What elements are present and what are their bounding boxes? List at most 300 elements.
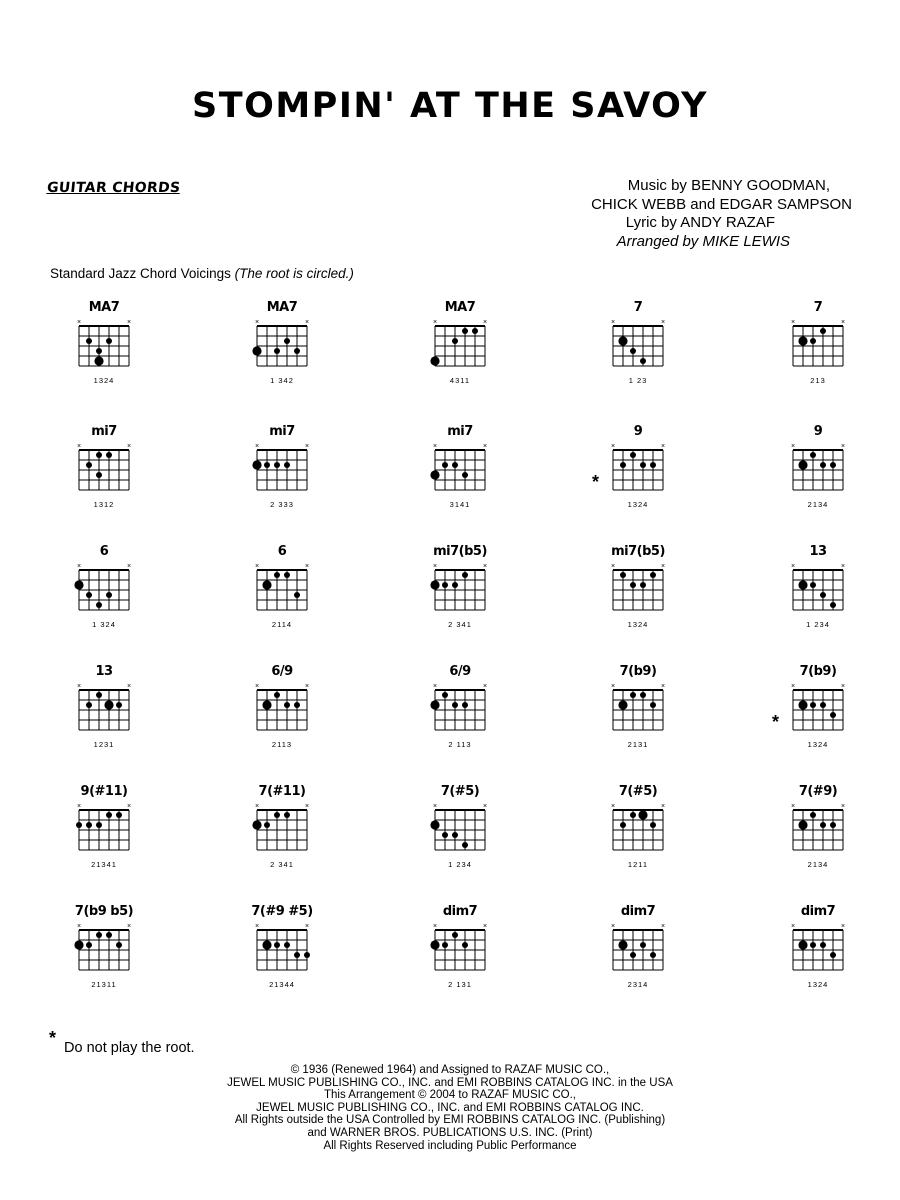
mute-marker: ×: [790, 803, 796, 810]
finger-dot: [820, 328, 826, 334]
credit-arranger-line: Arranged by MIKE LEWIS: [616, 232, 790, 250]
mute-marker: ×: [660, 443, 666, 450]
section-label: GUITAR CHORDS: [46, 180, 182, 196]
finger-dot: [820, 822, 826, 828]
chord-diagram: [72, 544, 152, 644]
intro-line: [50, 266, 354, 281]
finger-dot: [96, 452, 102, 458]
chord-diagram: [786, 784, 866, 884]
mute-marker: ×: [840, 923, 846, 930]
mute-marker: ×: [76, 443, 82, 450]
chord-name: 7(#9 #5): [251, 904, 313, 919]
mute-marker: ×: [432, 319, 438, 326]
mute-marker: ×: [126, 443, 132, 450]
intro-note: (The root is circled.): [234, 266, 354, 281]
finger-dot: [442, 942, 448, 948]
chord-name: MA7: [266, 300, 298, 315]
finger-dot: [640, 942, 646, 948]
mute-marker: ×: [432, 683, 438, 690]
mute-marker: ×: [840, 803, 846, 810]
mute-marker: ×: [660, 923, 666, 930]
finger-dot: [304, 952, 310, 958]
mute-marker: ×: [482, 563, 488, 570]
chord-fretboard: [428, 682, 492, 740]
finger-dot: [274, 942, 280, 948]
mute-marker: ×: [76, 923, 82, 930]
chord-fretboard: [606, 442, 670, 500]
finger-dot: [640, 358, 646, 364]
chord-fretboard: [606, 682, 670, 740]
root-dot: [430, 470, 439, 479]
mute-marker: ×: [432, 803, 438, 810]
root-dot: [104, 700, 113, 709]
chord-fretboard: [72, 318, 136, 376]
chord-name: 13: [809, 544, 827, 559]
finger-dot: [810, 582, 816, 588]
root-dot: [430, 940, 439, 949]
mute-marker: ×: [304, 803, 310, 810]
finger-dot: [442, 832, 448, 838]
finger-dot: [820, 592, 826, 598]
mute-marker: ×: [254, 683, 260, 690]
copyright-line: All Rights Reserved including Public Performance: [323, 1139, 577, 1152]
chord-fretboard: [72, 682, 136, 740]
root-dot: [252, 460, 261, 469]
mute-marker: ×: [432, 923, 438, 930]
finger-dot: [640, 582, 646, 588]
chord-diagram: [428, 424, 508, 524]
chord-fingering: 1 324: [92, 620, 116, 629]
chord-fingering: 1312: [93, 500, 115, 509]
finger-dot: [116, 942, 122, 948]
mute-marker: ×: [482, 683, 488, 690]
copyright-line: This Arrangement © 2004 to RAZAF MUSIC CO.,: [324, 1089, 576, 1102]
root-dot: [798, 700, 807, 709]
chord-fretboard: [250, 682, 314, 740]
chord-fretboard: [786, 562, 850, 620]
finger-dot: [452, 582, 458, 588]
root-dot: [262, 940, 271, 949]
finger-dot: [86, 462, 92, 468]
credit-lyric-line: Lyric by ANDY RAZAF: [625, 214, 775, 231]
chord-fretboard: [606, 318, 670, 376]
chord-name: 7(#11): [258, 784, 306, 799]
chord-name: 7(#5): [618, 784, 658, 799]
mute-marker: ×: [304, 923, 310, 930]
mute-marker: ×: [610, 923, 616, 930]
finger-dot: [810, 338, 816, 344]
finger-dot: [620, 572, 626, 578]
finger-dot: [86, 592, 92, 598]
chord-name: 7(#9): [798, 784, 838, 799]
chord-name: 9(#11): [80, 784, 128, 799]
root-dot: [262, 700, 271, 709]
chord-fingering: 21311: [91, 980, 117, 989]
finger-dot: [630, 952, 636, 958]
chord-fretboard: [250, 442, 314, 500]
no-root-asterisk: *: [772, 712, 780, 732]
copyright-line: JEWEL MUSIC PUBLISHING CO., INC. and EMI ROBBINS CATALOG INC.: [256, 1101, 644, 1114]
root-dot: [430, 580, 439, 589]
chord-name: 6/9: [271, 664, 293, 679]
root-dot: [798, 580, 807, 589]
mute-marker: ×: [304, 683, 310, 690]
finger-dot: [442, 692, 448, 698]
chord-fretboard: [786, 442, 850, 500]
mute-marker: ×: [840, 319, 846, 326]
chord-diagram: [606, 784, 686, 884]
chord-diagram: [72, 300, 152, 400]
finger-dot: [630, 348, 636, 354]
root-dot: [618, 940, 627, 949]
chord-fingering: 2 131: [448, 980, 472, 989]
chord-fingering: 213: [810, 376, 826, 385]
finger-dot: [442, 582, 448, 588]
mute-marker: ×: [76, 563, 82, 570]
mute-marker: ×: [840, 683, 846, 690]
mute-marker: ×: [254, 803, 260, 810]
mute-marker: ×: [254, 443, 260, 450]
mute-marker: ×: [790, 443, 796, 450]
root-dot: [74, 940, 83, 949]
mute-marker: ×: [76, 803, 82, 810]
finger-dot: [462, 472, 468, 478]
chord-diagram: [72, 904, 152, 1004]
finger-dot: [630, 692, 636, 698]
chord-name: mi7(b5): [611, 544, 665, 559]
chord-fingering: 21344: [269, 980, 295, 989]
finger-dot: [820, 462, 826, 468]
finger-dot: [284, 812, 290, 818]
root-dot: [262, 580, 271, 589]
finger-dot: [96, 348, 102, 354]
chord-name: 7(b9): [619, 664, 657, 679]
chord-fingering: 1 234: [448, 860, 472, 869]
chord-diagram: [606, 300, 686, 400]
chord-fretboard: [250, 562, 314, 620]
finger-dot: [820, 942, 826, 948]
chord-diagram: [592, 424, 686, 524]
mute-marker: ×: [126, 923, 132, 930]
mute-marker: ×: [126, 683, 132, 690]
mute-marker: ×: [304, 563, 310, 570]
finger-dot: [294, 592, 300, 598]
finger-dot: [830, 712, 836, 718]
chord-fingering: 2134: [807, 860, 829, 869]
root-dot: [798, 940, 807, 949]
chord-fingering: 1324: [807, 740, 829, 749]
chord-diagram: [606, 904, 686, 1004]
finger-dot: [284, 572, 290, 578]
chord-fingering: 1324: [627, 620, 649, 629]
chord-name: 6: [277, 544, 287, 559]
mute-marker: ×: [126, 319, 132, 326]
finger-dot: [650, 572, 656, 578]
finger-dot: [462, 572, 468, 578]
chord-fretboard: [72, 802, 136, 860]
root-dot: [618, 700, 627, 709]
mute-marker: ×: [304, 443, 310, 450]
finger-dot: [274, 348, 280, 354]
chord-fingering: 1231: [93, 740, 115, 749]
finger-dot: [462, 328, 468, 334]
finger-dot: [640, 462, 646, 468]
chord-fingering: 2314: [627, 980, 649, 989]
finger-dot: [294, 702, 300, 708]
chord-diagram: [606, 544, 686, 644]
mute-marker: ×: [432, 443, 438, 450]
chord-name: 6: [99, 544, 109, 559]
chord-fingering: 2 113: [448, 740, 472, 749]
finger-dot: [810, 812, 816, 818]
chord-fingering: 2131: [627, 740, 649, 749]
chord-fretboard: [786, 922, 850, 980]
chord-fingering: 1324: [807, 980, 829, 989]
finger-dot: [452, 338, 458, 344]
finger-dot: [86, 822, 92, 828]
credits-block: [432, 177, 852, 251]
chord-fingering: 1 342: [270, 376, 294, 385]
finger-dot: [810, 942, 816, 948]
mute-marker: ×: [790, 683, 796, 690]
footnote-text: Do not play the root.: [64, 1040, 195, 1056]
finger-dot: [830, 952, 836, 958]
chord-diagram: [786, 424, 866, 524]
finger-dot: [284, 462, 290, 468]
root-dot: [798, 336, 807, 345]
chord-name: mi7: [447, 424, 473, 439]
mute-marker: ×: [76, 319, 82, 326]
no-root-asterisk: *: [592, 472, 600, 492]
chord-diagram: [428, 784, 508, 884]
chord-fingering: 2114: [271, 620, 293, 629]
chord-fretboard: [606, 802, 670, 860]
page-title: STOMPIN' AT THE SAVOY: [192, 86, 708, 126]
finger-dot: [106, 592, 112, 598]
chord-fretboard: [786, 682, 850, 740]
finger-dot: [640, 692, 646, 698]
chord-diagram: [786, 300, 866, 400]
root-dot: [430, 700, 439, 709]
finger-dot: [630, 452, 636, 458]
chord-diagram: [428, 664, 508, 764]
finger-dot: [294, 348, 300, 354]
finger-dot: [76, 822, 82, 828]
chord-name: 7(b9): [799, 664, 837, 679]
root-dot: [638, 810, 647, 819]
chord-diagram: [72, 424, 152, 524]
finger-dot: [116, 702, 122, 708]
chord-diagram: [786, 544, 866, 644]
mute-marker: ×: [254, 319, 260, 326]
chord-diagram: [250, 784, 330, 884]
chord-name: MA7: [444, 300, 476, 315]
chord-diagram: [772, 664, 866, 764]
footnote-asterisk: *: [49, 1028, 57, 1048]
finger-dot: [442, 462, 448, 468]
chord-fingering: 2113: [271, 740, 293, 749]
chord-fretboard: [428, 562, 492, 620]
chord-name: 7: [633, 300, 643, 315]
chord-fretboard: [250, 318, 314, 376]
mute-marker: ×: [76, 683, 82, 690]
finger-dot: [96, 822, 102, 828]
chord-fretboard: [72, 442, 136, 500]
chord-name: 7: [813, 300, 823, 315]
mute-marker: ×: [660, 563, 666, 570]
copyright-block: [100, 1064, 800, 1152]
chord-name: 13: [95, 664, 113, 679]
chord-fretboard: [786, 318, 850, 376]
finger-dot: [284, 702, 290, 708]
chord-diagram: [250, 424, 330, 524]
chord-fretboard: [786, 802, 850, 860]
finger-dot: [452, 832, 458, 838]
finger-dot: [264, 822, 270, 828]
chord-fingering: 1 234: [806, 620, 830, 629]
chord-fingering: 1211: [627, 860, 649, 869]
chord-fretboard: [606, 562, 670, 620]
finger-dot: [452, 702, 458, 708]
chord-name: mi7(b5): [433, 544, 487, 559]
chord-fingering: 2 341: [448, 620, 472, 629]
mute-marker: ×: [660, 319, 666, 326]
mute-marker: ×: [610, 803, 616, 810]
chord-diagram: [72, 784, 152, 884]
chord-diagram: [250, 664, 330, 764]
chord-fretboard: [250, 802, 314, 860]
finger-dot: [650, 822, 656, 828]
finger-dot: [650, 462, 656, 468]
finger-dot: [630, 812, 636, 818]
mute-marker: ×: [610, 683, 616, 690]
chord-diagram: [250, 300, 330, 400]
chord-diagram: [250, 544, 330, 644]
root-dot: [74, 580, 83, 589]
chord-fingering: 2 341: [270, 860, 294, 869]
chord-fretboard: [428, 802, 492, 860]
chord-diagram: [250, 904, 330, 1004]
chord-fretboard: [428, 442, 492, 500]
chord-name: 9: [813, 424, 823, 439]
finger-dot: [274, 572, 280, 578]
copyright-line: JEWEL MUSIC PUBLISHING CO., INC. and EMI ROBBINS CATALOG INC. in the USA: [227, 1076, 673, 1089]
finger-dot: [264, 462, 270, 468]
finger-dot: [106, 932, 112, 938]
finger-dot: [462, 942, 468, 948]
chord-fingering: 1324: [93, 376, 115, 385]
finger-dot: [106, 338, 112, 344]
finger-dot: [274, 692, 280, 698]
mute-marker: ×: [840, 443, 846, 450]
mute-marker: ×: [840, 563, 846, 570]
mute-marker: ×: [790, 923, 796, 930]
finger-dot: [830, 822, 836, 828]
mute-marker: ×: [610, 563, 616, 570]
mute-marker: ×: [254, 563, 260, 570]
mute-marker: ×: [482, 923, 488, 930]
finger-dot: [462, 702, 468, 708]
finger-dot: [810, 452, 816, 458]
chord-name: dim7: [620, 904, 656, 919]
finger-dot: [650, 702, 656, 708]
chord-fingering: 2 333: [270, 500, 294, 509]
chord-fingering: 1 23: [628, 376, 648, 385]
mute-marker: ×: [610, 319, 616, 326]
mute-marker: ×: [660, 803, 666, 810]
chord-diagram: [428, 904, 508, 1004]
finger-dot: [810, 702, 816, 708]
finger-dot: [830, 462, 836, 468]
finger-dot: [274, 812, 280, 818]
finger-dot: [452, 932, 458, 938]
finger-dot: [116, 812, 122, 818]
credit-music-line-2: CHICK WEBB and EDGAR SAMPSON: [591, 195, 852, 213]
mute-marker: ×: [610, 443, 616, 450]
root-dot: [798, 460, 807, 469]
root-dot: [430, 820, 439, 829]
mute-marker: ×: [126, 563, 132, 570]
finger-dot: [650, 952, 656, 958]
finger-dot: [106, 452, 112, 458]
chord-name: dim7: [442, 904, 478, 919]
chord-fretboard: [428, 318, 492, 376]
finger-dot: [96, 692, 102, 698]
chord-diagram: [72, 664, 152, 764]
finger-dot: [820, 702, 826, 708]
chord-fretboard: [250, 922, 314, 980]
finger-dot: [86, 702, 92, 708]
finger-dot: [630, 582, 636, 588]
finger-dot: [452, 462, 458, 468]
finger-dot: [86, 942, 92, 948]
chord-fretboard: [72, 922, 136, 980]
finger-dot: [472, 328, 478, 334]
finger-dot: [86, 338, 92, 344]
chord-name: MA7: [88, 300, 120, 315]
chord-name: 7(b9 b5): [74, 904, 134, 919]
finger-dot: [96, 472, 102, 478]
root-dot: [94, 356, 103, 365]
copyright-line: © 1936 (Renewed 1964) and Assigned to RAZAF MUSIC CO.,: [290, 1064, 610, 1076]
mute-marker: ×: [254, 923, 260, 930]
chord-diagram: [428, 544, 508, 644]
root-dot: [798, 820, 807, 829]
mute-marker: ×: [304, 319, 310, 326]
root-dot: [430, 356, 439, 365]
finger-dot: [274, 462, 280, 468]
root-dot: [618, 336, 627, 345]
chord-fingering: 1324: [627, 500, 649, 509]
mute-marker: ×: [482, 443, 488, 450]
finger-dot: [294, 952, 300, 958]
chord-fingering: 2134: [807, 500, 829, 509]
chord-fingering: 3141: [449, 500, 471, 509]
finger-dot: [620, 822, 626, 828]
mute-marker: ×: [482, 803, 488, 810]
chord-name: mi7: [269, 424, 295, 439]
chord-name: mi7: [91, 424, 117, 439]
chord-name: 9: [633, 424, 643, 439]
mute-marker: ×: [432, 563, 438, 570]
finger-dot: [830, 602, 836, 608]
finger-dot: [106, 812, 112, 818]
chord-fretboard: [606, 922, 670, 980]
chord-fretboard: [72, 562, 136, 620]
intro-text: Standard Jazz Chord Voicings: [50, 266, 231, 281]
root-dot: [252, 820, 261, 829]
finger-dot: [96, 602, 102, 608]
